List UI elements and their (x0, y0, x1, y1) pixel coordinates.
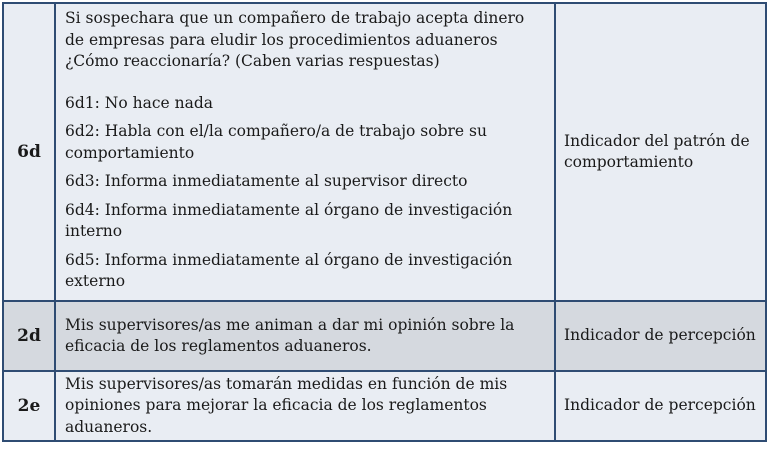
row-id: 6d (3, 3, 55, 301)
indicator-cell: Indicador de percepción (555, 301, 766, 371)
indicator-table (2, 2, 767, 442)
indicator-cell: Indicador de percepción (555, 371, 766, 441)
question-cell (55, 371, 555, 441)
question-text: Mis supervisores/as me animan a dar mi opinión sobre la eficacia de los reglamentos aduaneros. (65, 315, 515, 355)
option-6d3: 6d3: Informa inmediatamente al supervisor directo (65, 172, 468, 190)
question-text: Mis supervisores/as tomarán medidas en función de mis opiniones para mejorar la eficacia de los reglamentos aduaneros. (65, 374, 508, 436)
row-id: 2e (3, 371, 55, 441)
indicator-cell: Indicador del patrón de comportamiento (555, 3, 766, 301)
question-cell (55, 3, 555, 301)
option-6d5: 6d5: Informa inmediatamente al órgano de investigación externo (65, 250, 513, 290)
option-6d1: 6d1: No hace nada (65, 93, 214, 112)
table-row (3, 371, 766, 441)
question-text: Si sospechara que un compañero de trabajo acepta dinero de empresas para eludir los procedimientos aduaneros ¿Cómo reaccionaría? (Caben varias respuestas) (65, 9, 525, 70)
option-6d2: 6d2: Habla con el/la compañero/a de trabajo sobre su comportamiento (65, 122, 487, 162)
question-cell (55, 301, 555, 371)
table-row (3, 3, 766, 301)
table-row (3, 301, 766, 371)
option-6d4: 6d4: Informa inmediatamente al órgano de investigación interno (65, 200, 513, 240)
row-id: 2d (3, 301, 55, 371)
